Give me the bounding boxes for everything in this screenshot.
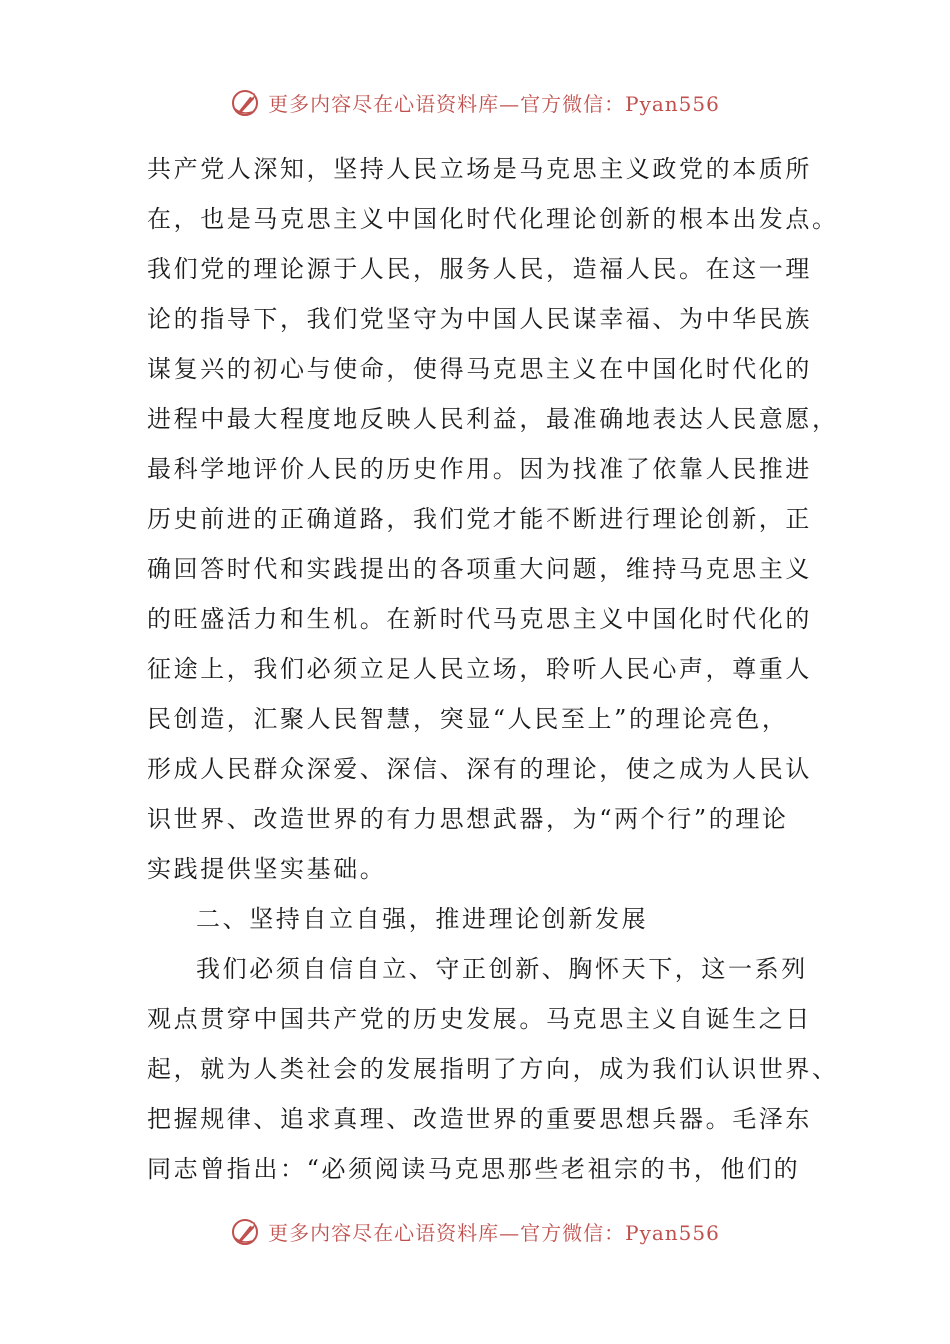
- footer-watermark-banner: [0, 1211, 950, 1251]
- body-line: 确回答时代和实践提出的各项重大问题，维持马克思主义: [147, 555, 812, 583]
- body-line: 论的指导下，我们党坚守为中国人民谋幸福、为中华民族: [147, 305, 812, 333]
- body-line: 共产党人深知，坚持人民立场是马克思主义政党的本质所: [147, 155, 812, 183]
- header-banner-text: 更多内容尽在心语资料库—官方微信：Pyan556: [268, 91, 720, 116]
- section-heading: 二、坚持自立自强，推进理论创新发展: [196, 905, 649, 933]
- body-line: 进程中最大程度地反映人民利益，最准确地表达人民意愿，: [147, 405, 839, 433]
- body-line: 征途上，我们必须立足人民立场，聆听人民心声，尊重人: [147, 655, 812, 683]
- body-line: 我们必须自信自立、守正创新、胸怀天下，这一系列: [196, 955, 808, 983]
- body-line: 民创造，汇聚人民智慧，突显“人民至上”的理论亮色，: [147, 705, 789, 733]
- body-line: 观点贯穿中国共产党的历史发展。马克思主义自诞生之日: [147, 1005, 812, 1033]
- pen-nib-icon: [230, 85, 264, 119]
- header-watermark-banner: [0, 82, 950, 122]
- body-line: 起，就为人类社会的发展指明了方向，成为我们认识世界、: [147, 1055, 839, 1083]
- body-line: 我们党的理论源于人民，服务人民，造福人民。在这一理: [147, 255, 812, 283]
- pen-nib-icon: [230, 1214, 264, 1248]
- body-line: 谋复兴的初心与使命，使得马克思主义在中国化时代化的: [147, 355, 812, 383]
- footer-banner-text: 更多内容尽在心语资料库—官方微信：Pyan556: [268, 1220, 720, 1245]
- body-line: 历史前进的正确道路，我们党才能不断进行理论创新，正: [147, 505, 812, 533]
- body-line: 把握规律、追求真理、改造世界的重要思想兵器。毛泽东: [147, 1105, 812, 1133]
- body-line: 最科学地评价人民的历史作用。因为找准了依靠人民推进: [147, 455, 812, 483]
- body-line: 的旺盛活力和生机。在新时代马克思主义中国化时代化的: [147, 605, 812, 633]
- body-line: 实践提供坚实基础。: [147, 855, 387, 883]
- body-line: 同志曾指出：“必须阅读马克思那些老祖宗的书，他们的: [147, 1155, 801, 1183]
- body-line: 识世界、改造世界的有力思想武器，为“两个行”的理论: [147, 805, 789, 833]
- body-line: 在，也是马克思主义中国化时代化理论创新的根本出发点。: [147, 205, 839, 233]
- body-line: 形成人民群众深爱、深信、深有的理论，使之成为人民认: [147, 755, 812, 783]
